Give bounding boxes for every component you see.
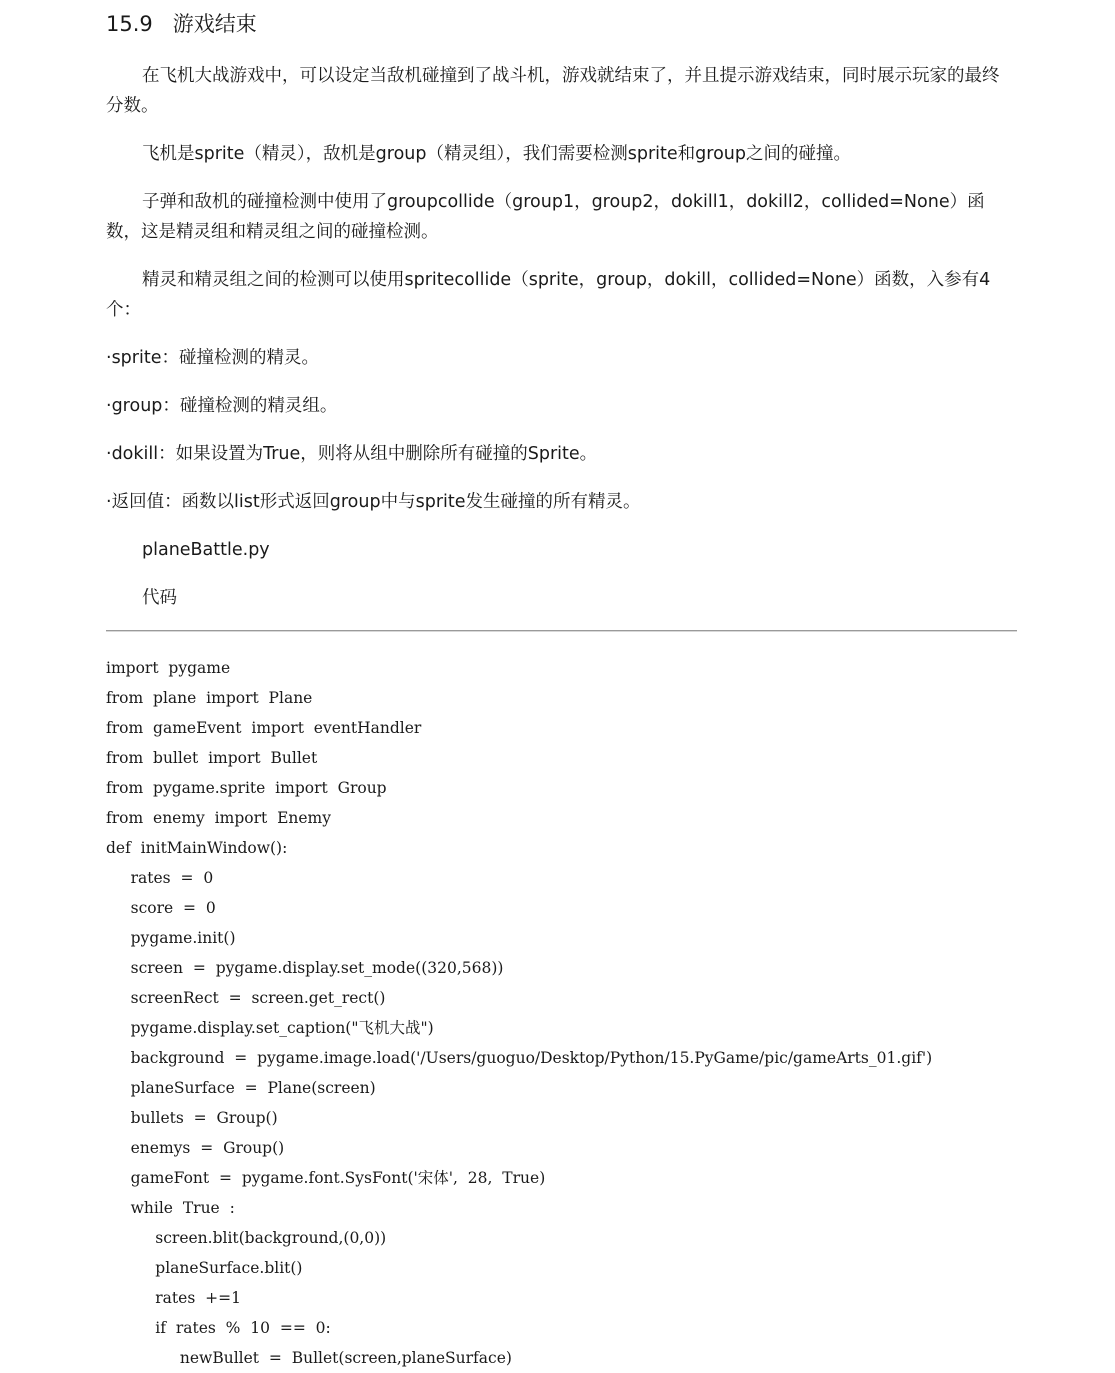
section-title: 游戏结束 xyxy=(172,12,257,36)
code-line: rates = 0 xyxy=(106,869,214,887)
code-line: screenRect = screen.get_rect() xyxy=(106,989,386,1007)
paragraph-spritecollide: 精灵和精灵组之间的检测可以使用spritecollide（sprite，group，dokill，collided=None）函数，入参有4个： xyxy=(106,270,991,320)
code-caption: 代码 xyxy=(142,588,177,608)
param-group: ·group：碰撞检测的精灵组。 xyxy=(106,396,338,416)
code-line: from plane import Plane xyxy=(106,689,313,707)
code-line: rates +=1 xyxy=(106,1289,241,1307)
code-line: if rates % 10 == 0: xyxy=(106,1319,331,1337)
param-dokill: ·dokill：如果设置为True，则将从组中删除所有碰撞的Sprite。 xyxy=(106,444,598,464)
code-line: gameFont = pygame.font.SysFont('宋体', 28, True) xyxy=(106,1169,546,1187)
code-line: planeSurface.blit() xyxy=(106,1259,303,1277)
section-number: 15.9 xyxy=(106,12,153,36)
paragraph-sprite-group: 飞机是sprite（精灵），敌机是group（精灵组），我们需要检测sprite和group之间的碰撞。 xyxy=(142,144,851,164)
paragraph-game-over-intro: 在飞机大战游戏中，可以设定当敌机碰撞到了战斗机，游戏就结束了，并且提示游戏结束，同时展示玩家的最终分数。 xyxy=(106,66,1000,116)
paragraph-groupcollide: 子弹和敌机的碰撞检测中使用了groupcollide（group1，group2，dokill1，dokill2，collided=None）函数，这是精灵组和精灵组之间的碰撞检测。 xyxy=(106,192,985,242)
code-line: def initMainWindow(): xyxy=(106,839,288,857)
code-line: import pygame xyxy=(106,659,231,677)
code-line: score = 0 xyxy=(106,899,216,917)
code-line: from pygame.sprite import Group xyxy=(106,779,387,797)
code-line: from gameEvent import eventHandler xyxy=(106,719,422,737)
code-divider xyxy=(106,630,1017,632)
code-line: while True : xyxy=(106,1199,235,1217)
code-line: background = pygame.image.load('/Users/guoguo/Desktop/Python/15.PyGame/pic/gameArts_01.gif') xyxy=(106,1049,933,1067)
code-line: pygame.display.set_caption("飞机大战") xyxy=(106,1019,434,1037)
code-line: from bullet import Bullet xyxy=(106,749,318,767)
code-line: from enemy import Enemy xyxy=(106,809,331,827)
code-line: planeSurface = Plane(screen) xyxy=(106,1079,376,1097)
param-sprite: ·sprite：碰撞检测的精灵。 xyxy=(106,348,319,368)
code-line: bullets = Group() xyxy=(106,1109,278,1127)
filename-label: planeBattle.py xyxy=(142,540,270,560)
code-line: pygame.init() xyxy=(106,929,236,947)
code-line: screen = pygame.display.set_mode((320,568)) xyxy=(106,959,504,977)
code-line: newBullet = Bullet(screen,planeSurface) xyxy=(106,1349,512,1367)
code-block xyxy=(106,653,932,1373)
section-heading xyxy=(106,8,257,38)
code-line: screen.blit(background,(0,0)) xyxy=(106,1229,387,1247)
param-return-value: ·返回值：函数以list形式返回group中与sprite发生碰撞的所有精灵。 xyxy=(106,492,641,512)
code-line: enemys = Group() xyxy=(106,1139,285,1157)
